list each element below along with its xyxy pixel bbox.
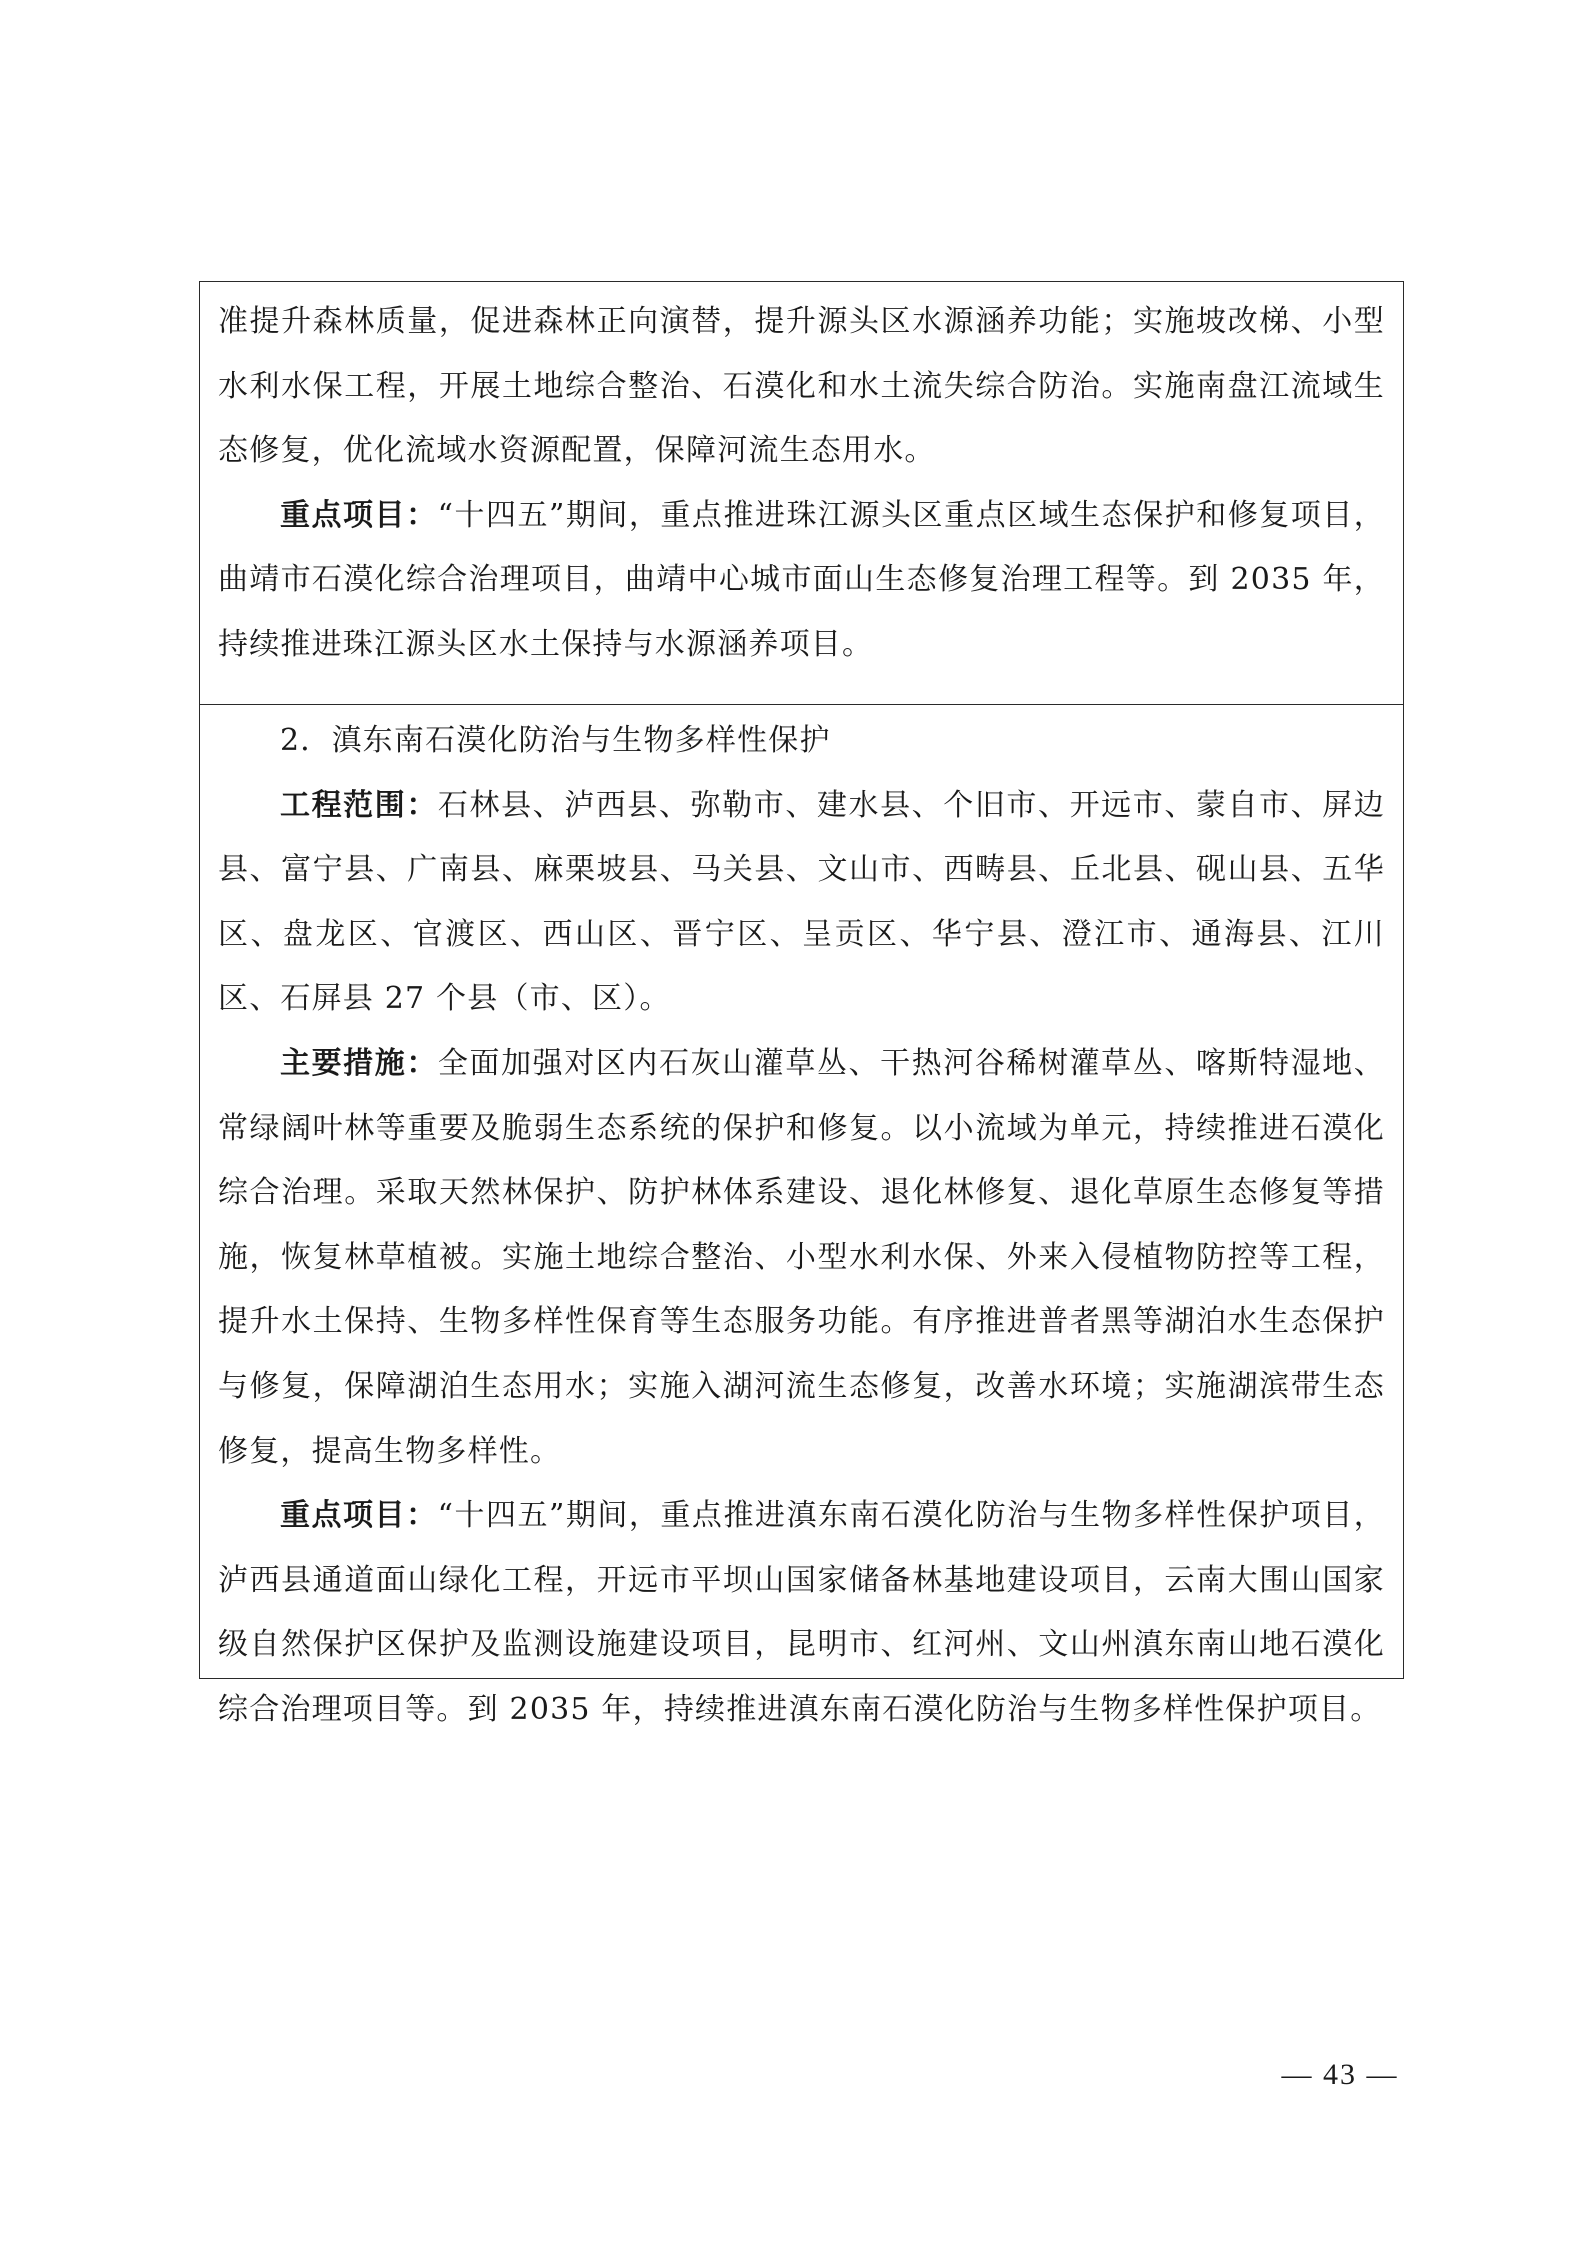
projects-text: “十四五”期间，重点推进滇东南石漠化防治与生物多样性保护项目，泸西县通道面山绿化工程，开远市平坝山国家储备林基地建设项目，云南大围山国家级自然保护区保护及监测设施建设项目，昆明市、红河州、文山州滇东南山地石漠化综合治理项目等。到 2035 年，持续推进滇东南石漠化防治与生物多样性保护项目。 [218,1498,1386,1727]
scope-label: 工程范围： [280,787,438,823]
key-projects-label: 重点项目： [280,497,438,533]
measures-paragraph [218,1032,1385,1484]
projects-paragraph [218,1484,1385,1742]
key-projects-paragraph [218,484,1385,678]
page-number: — 43 — [1281,2058,1399,2091]
content-table [199,281,1404,1727]
scope-text: 石林县、泸西县、弥勒市、建水县、个旧市、开远市、蒙自市、屏边县、富宁县、广南县、麻栗坡县、马关县、文山市、西畴县、丘北县、砚山县、五华区、盘龙区、官渡区、西山区、晋宁区、呈贡区、华宁县、澄江市、通海县、江川区、石屏县 27 个县（市、区）。 [218,787,1386,1017]
key-projects-text: “十四五”期间，重点推进珠江源头区重点区域生态保护和修复项目，曲靖市石漠化综合治理项目，曲靖中心城市面山生态修复治理工程等。到 2035 年，持续推进珠江源头区水土保持与水源涵养项目。 [218,497,1386,662]
table-cell-lower [200,705,1403,1727]
measures-label: 主要措施： [280,1045,438,1081]
scope-paragraph [218,774,1385,1032]
projects-label: 重点项目： [280,1498,438,1534]
measures-text: 全面加强对区内石灰山灌草丛、干热河谷稀树灌草丛、喀斯特湿地、常绿阔叶林等重要及脆弱生态系统的保护和修复。以小流域为单元，持续推进石漠化综合治理。采取天然林保护、防护林体系建设、退化林修复、退化草原生态修复等措施，恢复林草植被。实施土地综合整治、小型水利水保、外来入侵植物防控等工程，提升水土保持、生物多样性保育等生态服务功能。有序推进普者黑等湖泊水生态保护与修复，保障湖泊生态用水；实施入湖河流生态修复，改善水环境；实施湖滨带生态修复，提高生物多样性。 [218,1045,1386,1469]
table-cell-upper [200,282,1403,705]
section-heading: 2．滇东南石漠化防治与生物多样性保护 [280,723,831,758]
continued-paragraph: 准提升森林质量，促进森林正向演替，提升源头区水源涵养功能；实施坡改梯、小型水利水保工程，开展土地综合整治、石漠化和水土流失综合防治。实施南盘江流域生态修复，优化流域水资源配置，保障河流生态用水。 [218,304,1385,469]
